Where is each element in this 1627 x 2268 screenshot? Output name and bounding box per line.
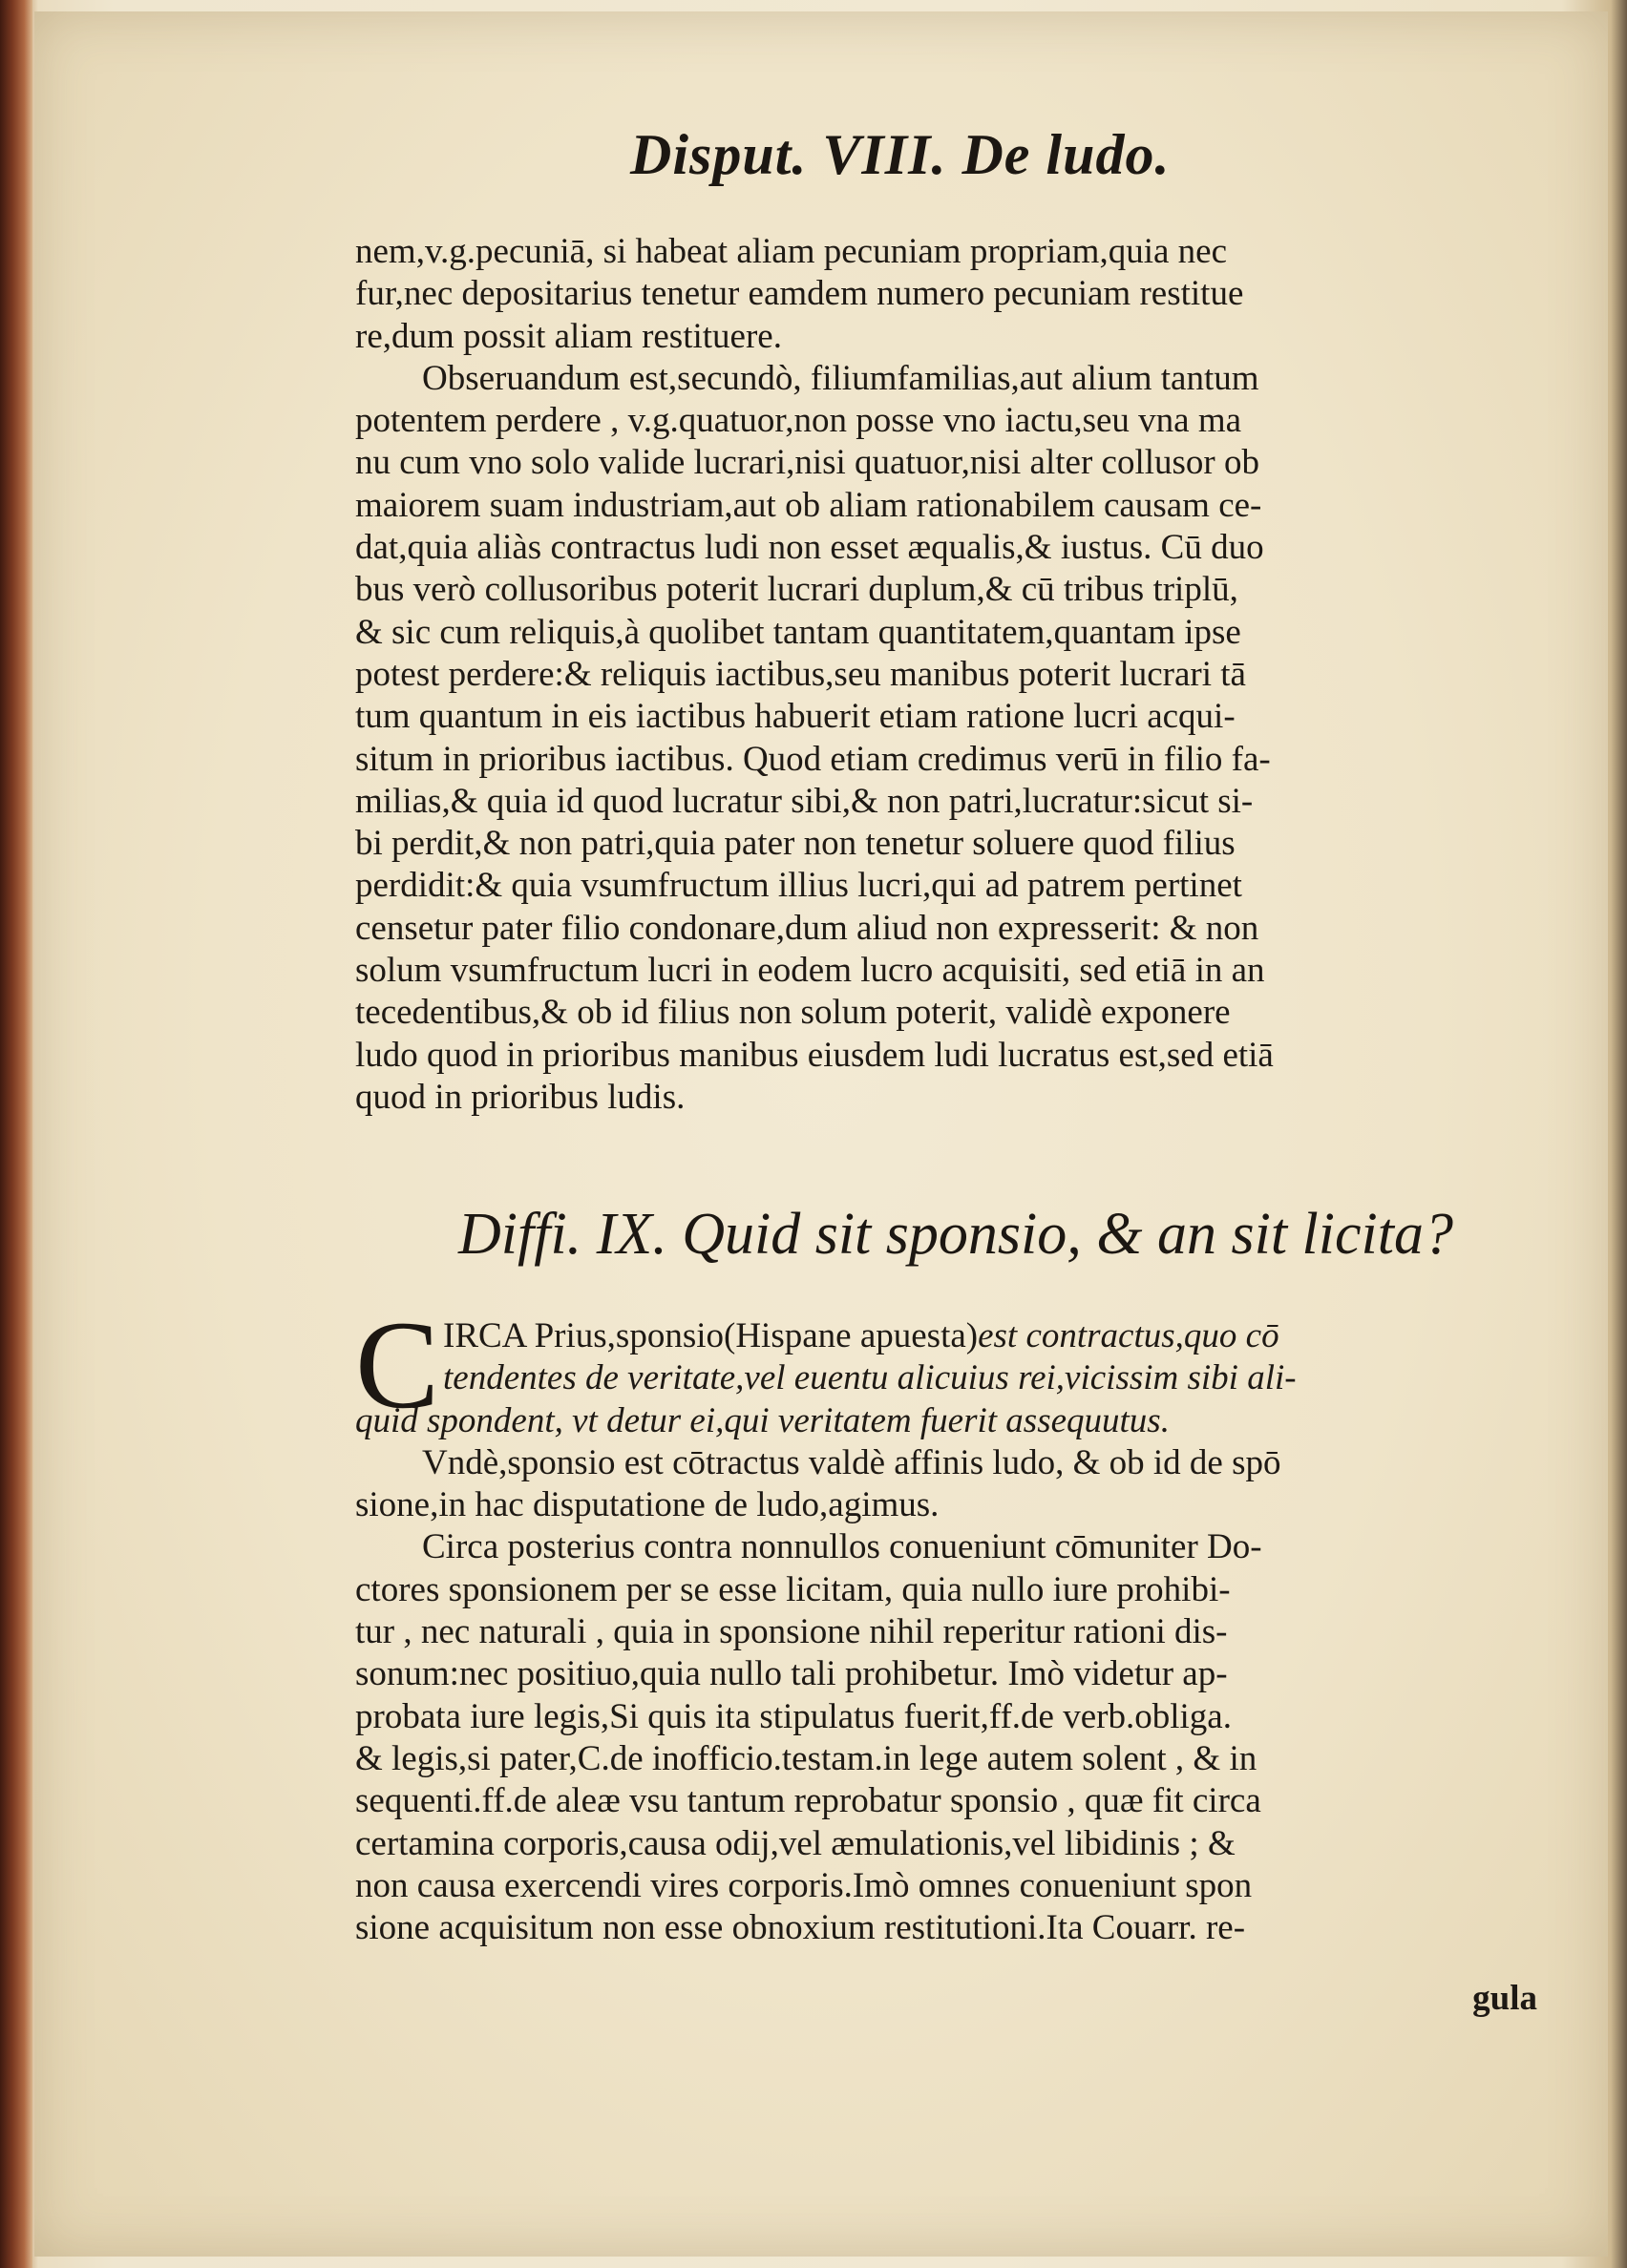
- text-line: potentem perdere , v.g.quatuor,non posse vno iactu,seu vna ma: [355, 401, 1242, 441]
- text-italic: tendentes de veritate,vel euentu alicuius rei,vicissim sibi ali-: [443, 1358, 1297, 1398]
- text-line: [355, 1357, 1539, 1399]
- text-line: maiorem suam industriam,aut ob aliam rationabilem causam ce-: [355, 485, 1262, 525]
- text-block-top: [355, 231, 1539, 1119]
- text-line: ludo quod in prioribus manibus eiusdem ludi lucratus est,sed etiā: [355, 1035, 1274, 1075]
- section-heading: Diffi. IX. Quid sit sponsio, & an sit licita?: [458, 1202, 1453, 1267]
- text-line: bi perdit,& non patri,quia pater non tenetur soluere quod filius: [355, 824, 1236, 864]
- text-line: solum vsumfructum lucri in eodem lucro acquisiti, sed etiā in an: [355, 951, 1265, 991]
- running-head: Disput. VIII. De ludo.: [630, 123, 1171, 186]
- text-line: perdidit:& quia vsumfructum illius lucri,qui ad patrem pertinet: [355, 866, 1242, 906]
- text-line: quod in prioribus ludis.: [355, 1077, 686, 1117]
- text-line: tur , nec naturali , quia in sponsione nihil reperitur rationi dis-: [355, 1612, 1228, 1652]
- page-edge: [0, 0, 32, 2268]
- text-line: sequenti.ff.de aleæ vsu tantum reprobatur sponsio , quæ fit circa: [355, 1781, 1261, 1821]
- text-italic: quid spondent, vt detur ei,qui veritatem fuerit assequutus.: [355, 1400, 1170, 1440]
- text-line: probata iure legis,Si quis ita stipulatus fuerit,ff.de verb.obliga.: [355, 1696, 1232, 1736]
- text-line: sione,in hac disputatione de ludo,agimus.: [355, 1485, 940, 1525]
- text-line: milias,& quia id quod lucratur sibi,& non patri,lucratur:sicut si-: [355, 781, 1254, 821]
- text-line: dat,quia aliàs contractus ludi non esset æqualis,& iustus. Cū duo: [355, 528, 1264, 568]
- text-block-bottom: [355, 1315, 1539, 1949]
- catchword: gula: [1472, 1979, 1537, 2018]
- text-line: & sic cum reliquis,à quolibet tantam quantitatem,quantam ipse: [355, 612, 1241, 652]
- text-line: Obseruandum est,secundò, filiumfamilias,aut alium tantum: [422, 358, 1259, 398]
- text-line: re,dum possit aliam restituere.: [355, 316, 782, 356]
- text-line: [355, 1315, 1539, 1357]
- text-line: tum quantum in eis iactibus habuerit etiam ratione lucri acqui-: [355, 697, 1236, 737]
- text-italic: est contractus,quo cō: [978, 1316, 1279, 1355]
- text-line: Circa posterius contra nonnullos conueniunt cōmuniter Do-: [422, 1527, 1262, 1567]
- text-line: & legis,si pater,C.de inofficio.testam.in lege autem solent , & in: [355, 1738, 1257, 1778]
- text-line: fur,nec depositarius tenetur eamdem numero pecuniam restitue: [355, 274, 1244, 314]
- text-line: sonum:nec positiuo,quia nullo tali prohibetur. Imò videtur ap-: [355, 1654, 1228, 1694]
- text-line: sione acquisitum non esse obnoxium restitutioni.Ita Couarr. re-: [355, 1908, 1246, 1948]
- text-line: nem,v.g.pecuniā, si habeat aliam pecuniam propriam,quia nec: [355, 232, 1228, 271]
- text-line: situm in prioribus iactibus. Quod etiam credimus verū in filio fa-: [355, 739, 1271, 779]
- text-line: Vndè,sponsio est cōtractus valdè affinis ludo, & ob id de spō: [422, 1442, 1281, 1482]
- text-roman: IRCA Prius,sponsio(Hispane apuesta): [443, 1316, 979, 1355]
- text-line: potest perdere:& reliquis iactibus,seu manibus poterit lucrari tā: [355, 654, 1246, 694]
- text-line: non causa exercendi vires corporis.Imò omnes conueniunt spon: [355, 1865, 1253, 1905]
- drop-cap: C: [355, 1294, 440, 1435]
- text-line: nu cum vno solo valide lucrari,nisi quatuor,nisi alter collusor ob: [355, 443, 1259, 483]
- text-line: censetur pater filio condonare,dum aliud non expresserit: & non: [355, 908, 1259, 948]
- text-line: tecedentibus,& ob id filius non solum poterit, validè exponere: [355, 993, 1231, 1033]
- text-line: certamina corporis,causa odij,vel æmulationis,vel libidinis ; &: [355, 1823, 1236, 1863]
- text-line: bus verò collusoribus poterit lucrari duplum,& cū tribus triplū,: [355, 570, 1238, 610]
- text-line: [355, 1400, 1539, 1442]
- text-line: ctores sponsionem per se esse licitam, quia nullo iure prohibi-: [355, 1569, 1231, 1609]
